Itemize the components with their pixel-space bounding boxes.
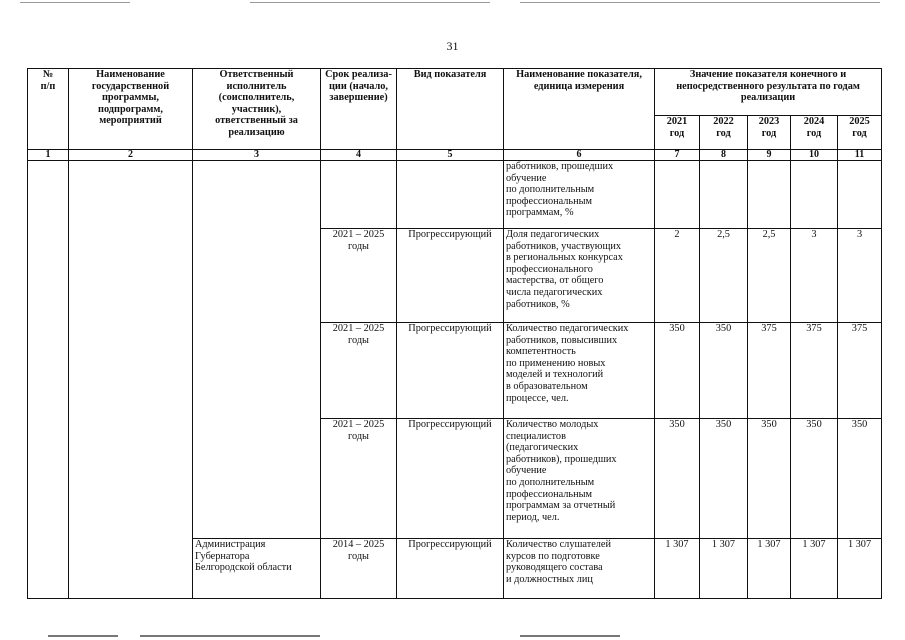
column-number: 8 — [700, 150, 748, 161]
cell-value-2025 — [838, 161, 882, 229]
cell-value-2021: 1 307 — [655, 539, 700, 599]
cell-value-2023: 350 — [748, 419, 791, 539]
cell-value-2021 — [655, 161, 700, 229]
header-year: 2025 год — [838, 116, 882, 150]
header-year: 2023 год — [748, 116, 791, 150]
cell-value-2025: 375 — [838, 323, 882, 419]
cell-indicator-type: Прогрессирующий — [397, 419, 504, 539]
cell-value-2021: 350 — [655, 323, 700, 419]
cell-value-2023: 2,5 — [748, 229, 791, 323]
column-number: 4 — [321, 150, 397, 161]
cell-indicator-type: Прогрессирующий — [397, 539, 504, 599]
cell-value-2023: 375 — [748, 323, 791, 419]
cell-indicator-name: Количество молодых специалистов (педагогических работников), прошедших обучение по дополнительным профессиональным программам за отчетный период, чел. — [504, 419, 655, 539]
cell-program-name — [69, 161, 193, 599]
cell-value-2022: 1 307 — [700, 539, 748, 599]
column-number: 9 — [748, 150, 791, 161]
cell-value-2024 — [791, 161, 838, 229]
header-executor: Ответственный исполнитель (соисполнитель, участник), ответственный за реализацию — [193, 69, 321, 150]
page-number: 31 — [446, 39, 459, 53]
scan-edge-bottom — [140, 635, 320, 637]
scan-edge-bottom — [48, 635, 118, 637]
cell-indicator-name: Доля педагогических работников, участвующих в региональных конкурсах профессионального мастерства, от общего числа педагогических работников, % — [504, 229, 655, 323]
cell-value-2024: 3 — [791, 229, 838, 323]
header-indicator-type: Вид показателя — [397, 69, 504, 150]
cell-indicator-type: Прогрессирующий — [397, 323, 504, 419]
cell-indicator-type — [397, 161, 504, 229]
header-values: Значение показателя конечного и непосредственного результата по годам реализации — [655, 69, 882, 116]
cell-number — [28, 161, 69, 599]
cell-indicator-name: Количество слушателей курсов по подготовке руководящего состава и должностных лиц — [504, 539, 655, 599]
cell-value-2022: 350 — [700, 419, 748, 539]
cell-value-2025: 1 307 — [838, 539, 882, 599]
cell-indicator-name: Количество педагогических работников, повысивших компетентность по применению новых моделей и технологий в образовательном процессе, чел. — [504, 323, 655, 419]
cell-value-2024: 1 307 — [791, 539, 838, 599]
scan-edge-top — [520, 2, 880, 3]
column-numbers-row — [28, 150, 882, 161]
cell-executor — [193, 161, 321, 539]
cell-value-2024: 350 — [791, 419, 838, 539]
header-period: Срок реализа-ции (начало, завершение) — [321, 69, 397, 150]
header-year: 2024 год — [791, 116, 838, 150]
column-number: 3 — [193, 150, 321, 161]
cell-indicator-name: работников, прошедших обучение по дополнительным профессиональным программам, % — [504, 161, 655, 229]
column-number: 10 — [791, 150, 838, 161]
cell-executor: Администрация Губернатора Белгородской области — [193, 539, 321, 599]
scan-edge-top — [20, 2, 130, 3]
cell-value-2025: 3 — [838, 229, 882, 323]
cell-value-2021: 350 — [655, 419, 700, 539]
header-year: 2021 год — [655, 116, 700, 150]
cell-value-2023: 1 307 — [748, 539, 791, 599]
column-number: 11 — [838, 150, 882, 161]
header-number: № п/п — [28, 69, 69, 150]
column-number: 7 — [655, 150, 700, 161]
cell-period: 2014 – 2025 годы — [321, 539, 397, 599]
cell-period — [321, 161, 397, 229]
cell-value-2022 — [700, 161, 748, 229]
column-number: 6 — [504, 150, 655, 161]
column-number: 5 — [397, 150, 504, 161]
cell-value-2022: 350 — [700, 323, 748, 419]
cell-value-2025: 350 — [838, 419, 882, 539]
cell-period: 2021 – 2025 годы — [321, 419, 397, 539]
column-number: 1 — [28, 150, 69, 161]
cell-value-2022: 2,5 — [700, 229, 748, 323]
cell-value-2021: 2 — [655, 229, 700, 323]
scan-edge-bottom — [520, 635, 620, 637]
scan-edge-top — [250, 2, 490, 3]
cell-indicator-type: Прогрессирующий — [397, 229, 504, 323]
table-row — [28, 161, 882, 229]
program-indicators-table — [27, 68, 882, 599]
header-program-name: Наименование государственной программы, подпрограмм, мероприятий — [69, 69, 193, 150]
cell-period: 2021 – 2025 годы — [321, 229, 397, 323]
cell-value-2023 — [748, 161, 791, 229]
cell-value-2024: 375 — [791, 323, 838, 419]
header-row — [28, 69, 882, 116]
column-number: 2 — [69, 150, 193, 161]
header-year: 2022 год — [700, 116, 748, 150]
cell-period: 2021 – 2025 годы — [321, 323, 397, 419]
header-indicator-name: Наименование показателя, единица измерения — [504, 69, 655, 150]
